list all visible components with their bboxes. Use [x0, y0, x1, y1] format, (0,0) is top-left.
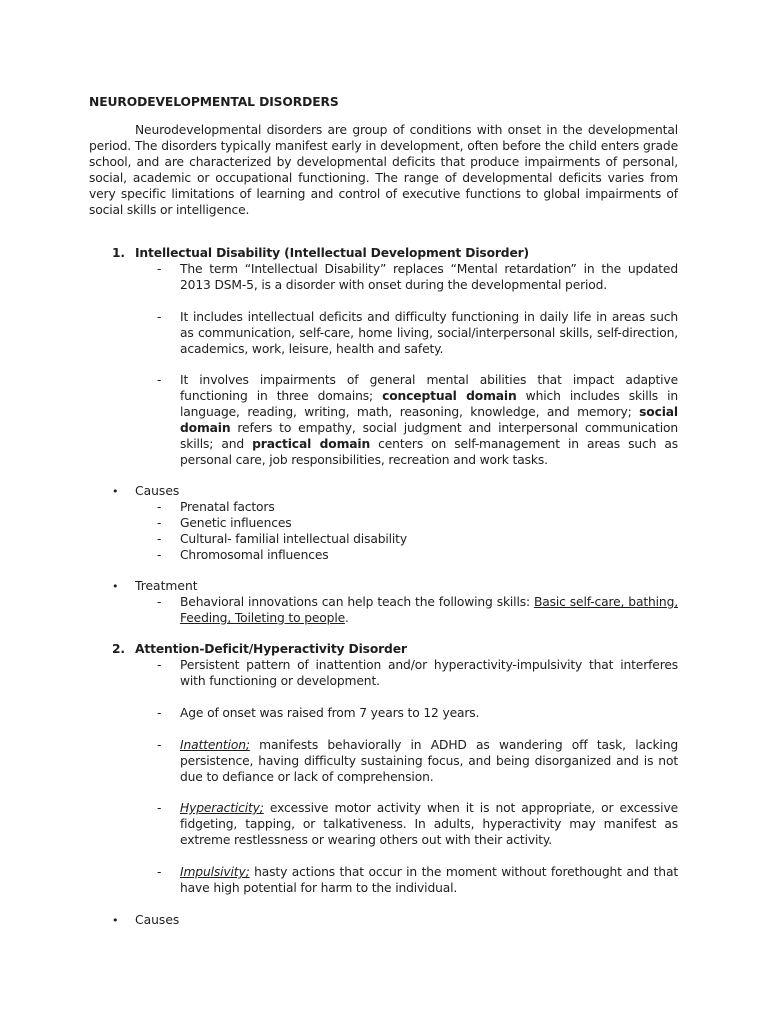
dash-marker: - [157, 548, 162, 562]
causes-1-item-text: Chromosomal influences [180, 548, 329, 562]
bullet-marker: • [112, 580, 119, 593]
inattention-text [180, 737, 678, 785]
hyperactivity-point [157, 800, 678, 848]
treatment-intro: Behavioral innovations can help teach the following skills: [180, 595, 534, 609]
conceptual-domain-term: conceptual domain [382, 389, 517, 403]
practical-domain-term: practical domain [252, 437, 371, 451]
section-2-point-2 [157, 705, 678, 721]
causes-1-item-4 [157, 547, 678, 563]
dash-marker: - [157, 262, 162, 276]
section-2-point-1-text: Persistent pattern of inattention and/or hyperactivity-impulsivity that interferes with functioning or development. [180, 658, 678, 688]
inattention-point [157, 737, 678, 785]
treatment-bullet [112, 578, 198, 595]
causes-1-item-text: Prenatal factors [180, 500, 275, 514]
causes-1-item-1 [157, 499, 678, 515]
domains-text-1: It involves impairments of general mental abilities that impact adaptive functioning in three domains; [180, 373, 678, 403]
causes-1-item-2 [157, 515, 678, 531]
dash-marker: - [157, 310, 162, 324]
causes-2-bullet [112, 912, 179, 929]
causes-2-label: Causes [135, 913, 180, 927]
section-2-number: 2. [112, 642, 125, 656]
dash-marker: - [157, 595, 162, 609]
domains-text-3: refers to empathy, social judgment and interpersonal communication skills; and [180, 421, 678, 451]
causes-1-label: Causes [135, 484, 180, 498]
treatment-item [157, 594, 678, 626]
section-1-point-1-text: The term “Intellectual Disability” replaces “Mental retardation” in the updated 2013 DSM-5, is a disorder with onset during the developmental period. [180, 262, 678, 292]
dash-marker: - [157, 801, 162, 815]
dash-marker: - [157, 658, 162, 672]
inattention-description: manifests behaviorally in ADHD as wandering off task, lacking persistence, having difficulty sustaining focus, and being disorganized and is not due to defiance or lack of comprehension. [180, 738, 678, 784]
hyperactivity-term: Hyperacticity; [180, 801, 264, 815]
dash-marker: - [157, 500, 162, 514]
dash-marker: - [157, 516, 162, 530]
social-domain-term: social domain [180, 405, 678, 435]
section-2-heading [112, 641, 407, 657]
dash-marker: - [157, 738, 162, 752]
intro-paragraph: Neurodevelopmental disorders are group of conditions with onset in the developmental period. The disorders typically manifest early in development, often before the child enters grade school, and are characterized by developmental deficits that produce impairments of personal, social, academic or occupational functioning. The range of developmental deficits varies from very specific limitations of learning and control of executive functions to global impairments of social skills or intelligence. [89, 123, 678, 217]
impulsivity-description: hasty actions that occur in the moment without forethought and that have high potential for harm to the individual. [180, 865, 678, 895]
section-1-point-3-text [180, 372, 678, 468]
bullet-marker: • [112, 914, 119, 927]
section-1-point-3 [157, 372, 678, 468]
causes-1-item-text: Genetic influences [180, 516, 292, 530]
section-1-title: Intellectual Disability (Intellectual Development Disorder) [135, 246, 530, 260]
domains-text-4: centers on self-management in areas such as personal care, job responsibilities, recreation and work tasks. [180, 437, 679, 467]
section-1-point-2-text: It includes intellectual deficits and difficulty functioning in daily life in areas such as communication, self-care, home living, social/interpersonal skills, self-direction, academics, work, leisure, health and safety. [180, 310, 678, 356]
impulsivity-term: Impulsivity; [180, 865, 250, 879]
bullet-marker: • [112, 485, 119, 498]
section-1-number: 1. [112, 246, 125, 260]
inattention-term: Inattention; [180, 738, 250, 752]
section-2-point-1 [157, 657, 678, 689]
dash-marker: - [157, 706, 162, 720]
impulsivity-point [157, 864, 678, 896]
dash-marker: - [157, 865, 162, 879]
treatment-text [180, 594, 678, 626]
section-1-heading [112, 245, 529, 261]
hyperactivity-description: excessive motor activity when it is not appropriate, or excessive fidgeting, tapping, or talkativeness. In adults, hyperactivity may manifest as extreme restlessness or wearing others out with their activity. [180, 801, 678, 847]
hyperactivity-text [180, 800, 678, 848]
impulsivity-text [180, 864, 678, 896]
causes-1-item-text: Cultural- familial intellectual disability [180, 532, 407, 546]
causes-1-bullet [112, 483, 179, 500]
section-1-point-2 [157, 309, 678, 357]
document-title: NEURODEVELOPMENTAL DISORDERS [89, 95, 339, 109]
dash-marker: - [157, 532, 162, 546]
section-2-title: Attention-Deficit/Hyperactivity Disorder [135, 642, 407, 656]
domains-text-2: which includes skills in language, reading, writing, math, reasoning, knowledge, and memory; [180, 389, 678, 419]
section-2-point-2-text: Age of onset was raised from 7 years to 12 years. [180, 706, 480, 720]
treatment-skills: Basic self-care, bathing, Feeding, Toileting to people [180, 595, 678, 625]
causes-1-item-3 [157, 531, 678, 547]
treatment-period: . [345, 611, 349, 625]
dash-marker: - [157, 373, 162, 387]
treatment-label: Treatment [135, 579, 198, 593]
section-1-point-1 [157, 261, 678, 293]
